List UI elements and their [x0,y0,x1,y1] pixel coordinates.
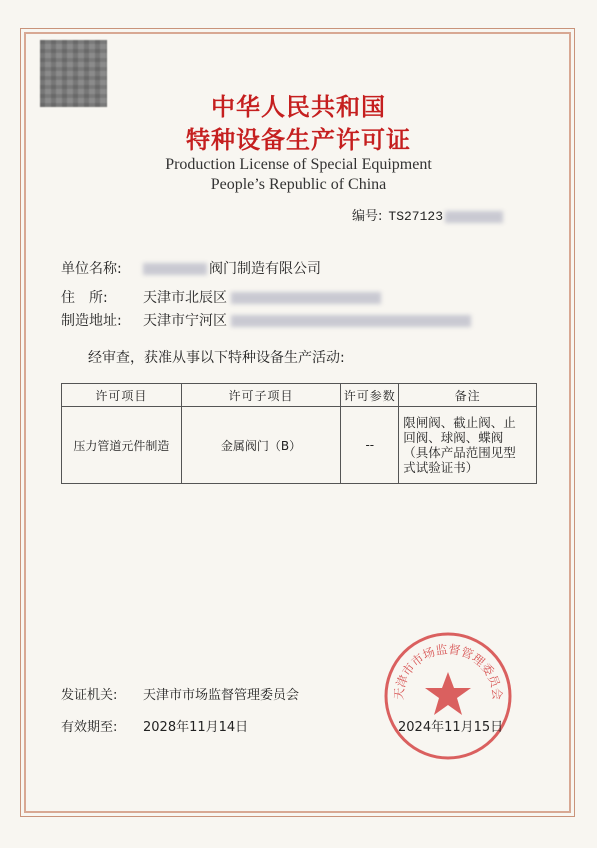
license-note [399,407,537,484]
title-cn-line1: 中华人民共和国 [211,93,386,121]
license-param: -- [341,407,399,484]
table-header-row [62,384,537,407]
redaction-blur [231,292,381,304]
table-header: 许可项目 [62,384,182,407]
table-header: 备注 [399,384,537,407]
serial-label: 编号: [352,209,383,224]
serial-number [352,205,503,224]
issue-date: 2024年11月15日 [398,720,504,735]
validity-value: 2028年11月14日 [143,720,249,735]
intro-text: 经审查，获准从事以下特种设备生产活动: [88,350,345,366]
address-label: 住 所: [61,290,108,306]
table-header: 许可参数 [341,384,399,407]
table-header: 许可子项目 [181,384,341,407]
license-table [61,383,537,484]
redaction-blur [143,263,207,275]
note-line: 限闸阀、截止阀、止 [403,415,516,430]
title-en-line1: Production License of Special Equipment [165,156,432,173]
official-seal [382,630,514,762]
title-en-line2: People’s Republic of China [210,176,387,193]
serial-value: TS27123 [388,209,443,224]
license-item: 压力管道元件制造 [62,407,182,484]
license-subitem: 金属阀门（B） [181,407,341,484]
issuer-label: 发证机关: [61,688,118,703]
title-cn-line2: 特种设备生产许可证 [186,126,411,154]
company-row [61,258,321,278]
issuer-row [61,684,299,703]
address-row [61,287,381,307]
redaction-blur [231,315,471,327]
company-label: 单位名称: [61,261,122,277]
seal-text: 天津市市场监督管理委员会 [391,642,505,701]
redaction-blur [445,211,503,223]
mfg-address-row [61,310,471,330]
mfg-address-value: 天津市宁河区 [143,313,227,329]
mfg-address-label: 制造地址: [61,313,122,329]
note-line: （具体产品范围见型 [403,445,516,460]
company-value: 阀门制造有限公司 [209,261,321,277]
note-line: 回阀、球阀、蝶阀 [403,430,504,445]
validity-row [61,716,248,735]
validity-label: 有效期至: [61,720,118,735]
seal-star-icon [425,672,471,715]
issuer-value: 天津市市场监督管理委员会 [143,688,300,703]
address-value: 天津市北辰区 [143,290,227,306]
table-row [62,407,537,484]
note-line: 式试验证书） [403,460,479,475]
